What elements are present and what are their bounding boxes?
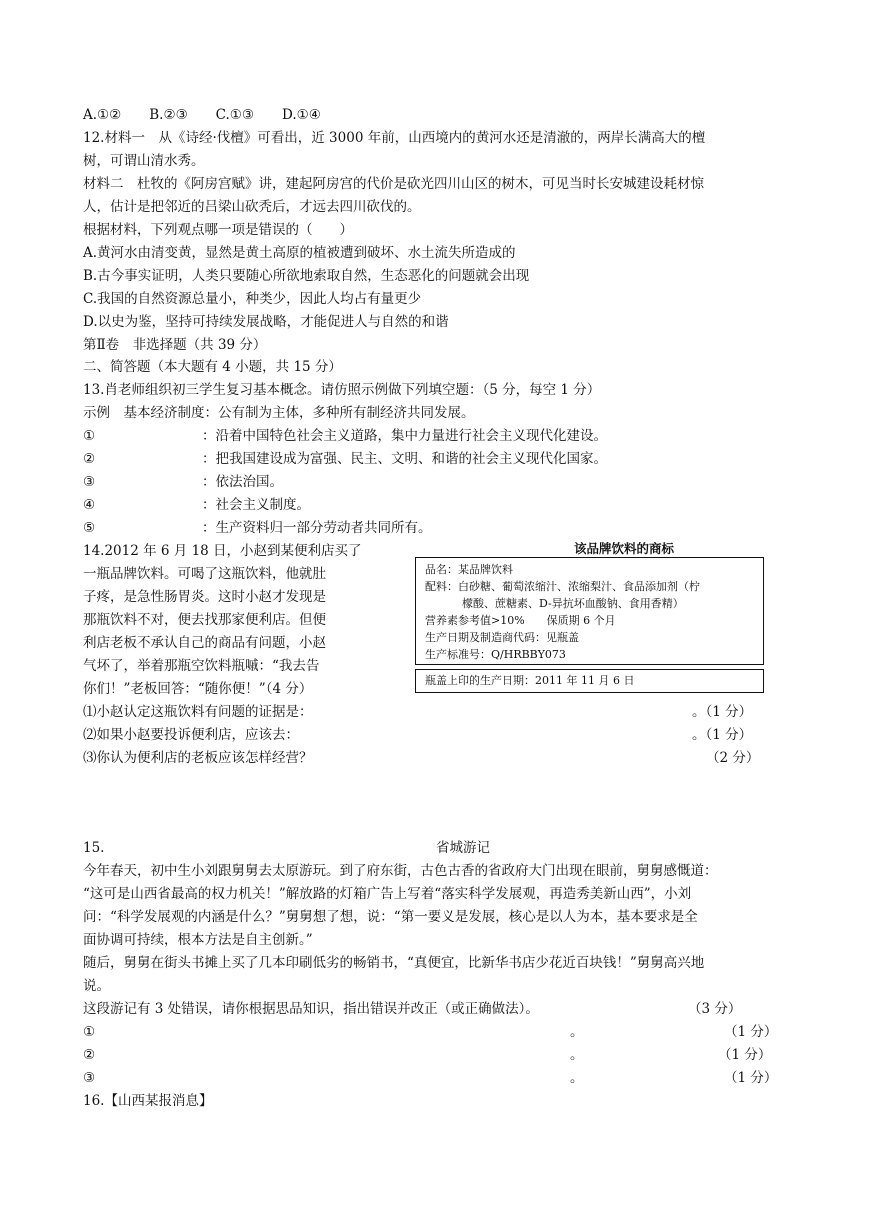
q12-material1-line1: 12.材料一 从《诗经·伐檀》可看出，近 3000 年前，山西境内的黄河水还是清澈的，两岸长满高大的檀	[83, 130, 706, 146]
q15-number: 15.	[83, 840, 105, 856]
q12-material2-line2: 人，估计是把邻近的吕梁山砍秃后，才远去四川砍伐的。	[83, 199, 421, 215]
q14-subq-3: ⑶你认为便利店的老板应该怎样经营？	[83, 750, 313, 766]
q13-item-4-num: ④	[83, 497, 96, 513]
q13-item-4	[83, 496, 95, 514]
q14-subq-3-score: （2 分）	[706, 750, 760, 766]
label-line-ingredients-cont: 檬酸、蔗糖素、D-异抗坏血酸钠、食用香精）	[462, 597, 684, 610]
q13-item-5-text: ：生产资料归一部分劳动者共同所有。	[202, 520, 432, 536]
q12-option-a: A.黄河水由清变黄，显然是黄土高原的植被遭到破坏、水土流失所造成的	[83, 245, 516, 261]
q16-heading: 16.【山西某报消息】	[83, 1093, 213, 1109]
q15-answer-3-dot: 。	[570, 1070, 584, 1086]
cap-date-box	[415, 669, 764, 693]
q12-option-d: D.以史为鉴，坚持可持续发展战略，才能促进人与自然的和谐	[83, 314, 449, 330]
q15-answer-2-dot: 。	[570, 1047, 584, 1063]
q15-title: 省城游记	[436, 840, 490, 856]
label-line-nutrition: 营养素参考值>10% 保质期 6 个月	[425, 614, 616, 627]
q13-stem: 13.肖老师组织初三学生复习基本概念。请仿照示例做下列填空题：（5 分，每空 1 分）	[83, 382, 601, 398]
q11-option-a: A.①②	[83, 107, 122, 123]
q15-line-2: “这可是山西省最高的权力机关！”解放路的灯箱广告上写着“落实科学发展观，再造秀美新山西”，小刘	[83, 886, 692, 902]
q13-item-5	[83, 519, 95, 537]
q13-item-3-num: ③	[83, 474, 96, 490]
q15-line-6: 说。	[83, 978, 110, 994]
q13-item-5-num: ⑤	[83, 520, 96, 536]
q12-option-b: B.古今事实证明，人类只要随心所欲地索取自然，生态恶化的问题就会出现	[83, 268, 530, 284]
q12-option-c: C.我国的自然资源总量小，种类少，因此人均占有量更少	[83, 291, 422, 307]
section2-part-heading: 二、简答题（本大题有 4 小题，共 15 分）	[83, 359, 342, 375]
q15-answer-1-score: （1 分）	[724, 1024, 778, 1040]
q15-answer-3-num: ③	[83, 1070, 96, 1086]
q15-answer-1-dot: 。	[570, 1024, 584, 1040]
q15-line-4: 面协调可持续，根本方法是自主创新。”	[83, 932, 313, 948]
q13-item-2	[83, 450, 95, 468]
q13-item-1	[83, 427, 95, 445]
label-title: 该品牌饮料的商标	[574, 541, 675, 556]
q14-line-5: 利店老板不承认自己的商品有问题，小赵	[83, 635, 326, 651]
q12-material1-line2: 树，可谓山清水秀。	[83, 153, 205, 169]
q12-question: 根据材料，下列观点哪一项是错误的（ ）	[83, 222, 353, 238]
q14-subq-1: ⑴小赵认定这瓶饮料有问题的证据是：	[83, 704, 313, 720]
q13-item-1-text: ：沿着中国特色社会主义道路，集中力量进行社会主义现代化建设。	[202, 428, 607, 444]
q14-subq-2-score: 。（1 分）	[692, 727, 753, 743]
label-line-standard: 生产标准号：Q/HRBBY073	[425, 648, 566, 661]
label-line-ingredients: 配料：白砂糖、葡萄浓缩汁、浓缩梨汁、食品添加剂（柠	[425, 580, 700, 593]
q14-line-1: 14.2012 年 6 月 18 日，小赵到某便利店买了	[83, 543, 362, 559]
q14-subq-2: ⑵如果小赵要投诉便利店，应该去：	[83, 727, 299, 743]
q12-material2-line1: 材料二 杜牧的《阿房宫赋》讲，建起阿房宫的代价是砍光四川山区的树木，可见当时长安城建设耗材惊	[83, 176, 704, 192]
section2-title: 第Ⅱ卷 非选择题（共 39 分）	[83, 337, 267, 353]
cap-date-text: 瓶盖上印的生产日期：2011 年 11 月 6 日	[425, 674, 635, 687]
q13-item-3-text: ：依法治国。	[202, 474, 283, 490]
q14-line-3: 子疼，是急性肠胃炎。这时小赵才发现是	[83, 589, 326, 605]
q14-subq-1-score: 。（1 分）	[692, 704, 753, 720]
q15-answer-2-score: （1 分）	[718, 1047, 772, 1063]
q14-line-2: 一瓶品牌饮料。可喝了这瓶饮料，他就肚	[83, 566, 326, 582]
q15-line-1: 今年春天，初中生小刘跟舅舅去太原游玩。到了府东街，古色古香的省政府大门出现在眼前，舅舅感慨道：	[83, 863, 718, 879]
q13-example: 示例 基本经济制度：公有制为主体，多种所有制经济共同发展。	[83, 405, 475, 421]
q15-task-score: （3 分）	[688, 1001, 742, 1017]
q11-option-c: C.①③	[215, 107, 255, 123]
label-line-name: 品名：某品牌饮料	[425, 563, 513, 576]
q14-line-7: 你们！”老板回答：“随你便！”（4 分）	[83, 681, 313, 697]
q14-line-6: 气坏了，举着那瓶空饮料瓶嘁：“我去告	[83, 658, 320, 674]
q15-line-3: 问：“科学发展观的内涵是什么？”舅舅想了想，说：“第一要义是发展，核心是以人为本，基本要求是全	[83, 909, 698, 925]
q13-item-3	[83, 473, 95, 491]
q13-item-4-text: ：社会主义制度。	[202, 497, 310, 513]
product-label-box	[415, 557, 764, 665]
q15-answer-2-num: ②	[83, 1047, 96, 1063]
q13-item-1-num: ①	[83, 428, 96, 444]
q15-answer-1-num: ①	[83, 1024, 96, 1040]
q13-item-2-text: ：把我国建设成为富强、民主、文明、和谐的社会主义现代化国家。	[202, 451, 607, 467]
q13-item-2-num: ②	[83, 451, 96, 467]
q11-option-d: D.①④	[282, 107, 321, 123]
q11-options	[83, 106, 349, 124]
q11-option-b: B.②③	[149, 107, 188, 123]
q15-answer-3-score: （1 分）	[724, 1070, 778, 1086]
q15-task: 这段游记有 3 处错误，请你根据思品知识，指出错误并改正（或正确做法）。	[83, 1001, 539, 1017]
q15-line-5: 随后，舅舅在街头书摊上买了几本印刷低劣的畅销书，“真便宜，比新华书店少花近百块钱！”舅舅高兴地	[83, 955, 705, 971]
label-line-production-date: 生产日期及制造商代码：见瓶盖	[425, 631, 579, 644]
q14-line-4: 那瓶饮料不对，便去找那家便利店。但便	[83, 612, 326, 628]
